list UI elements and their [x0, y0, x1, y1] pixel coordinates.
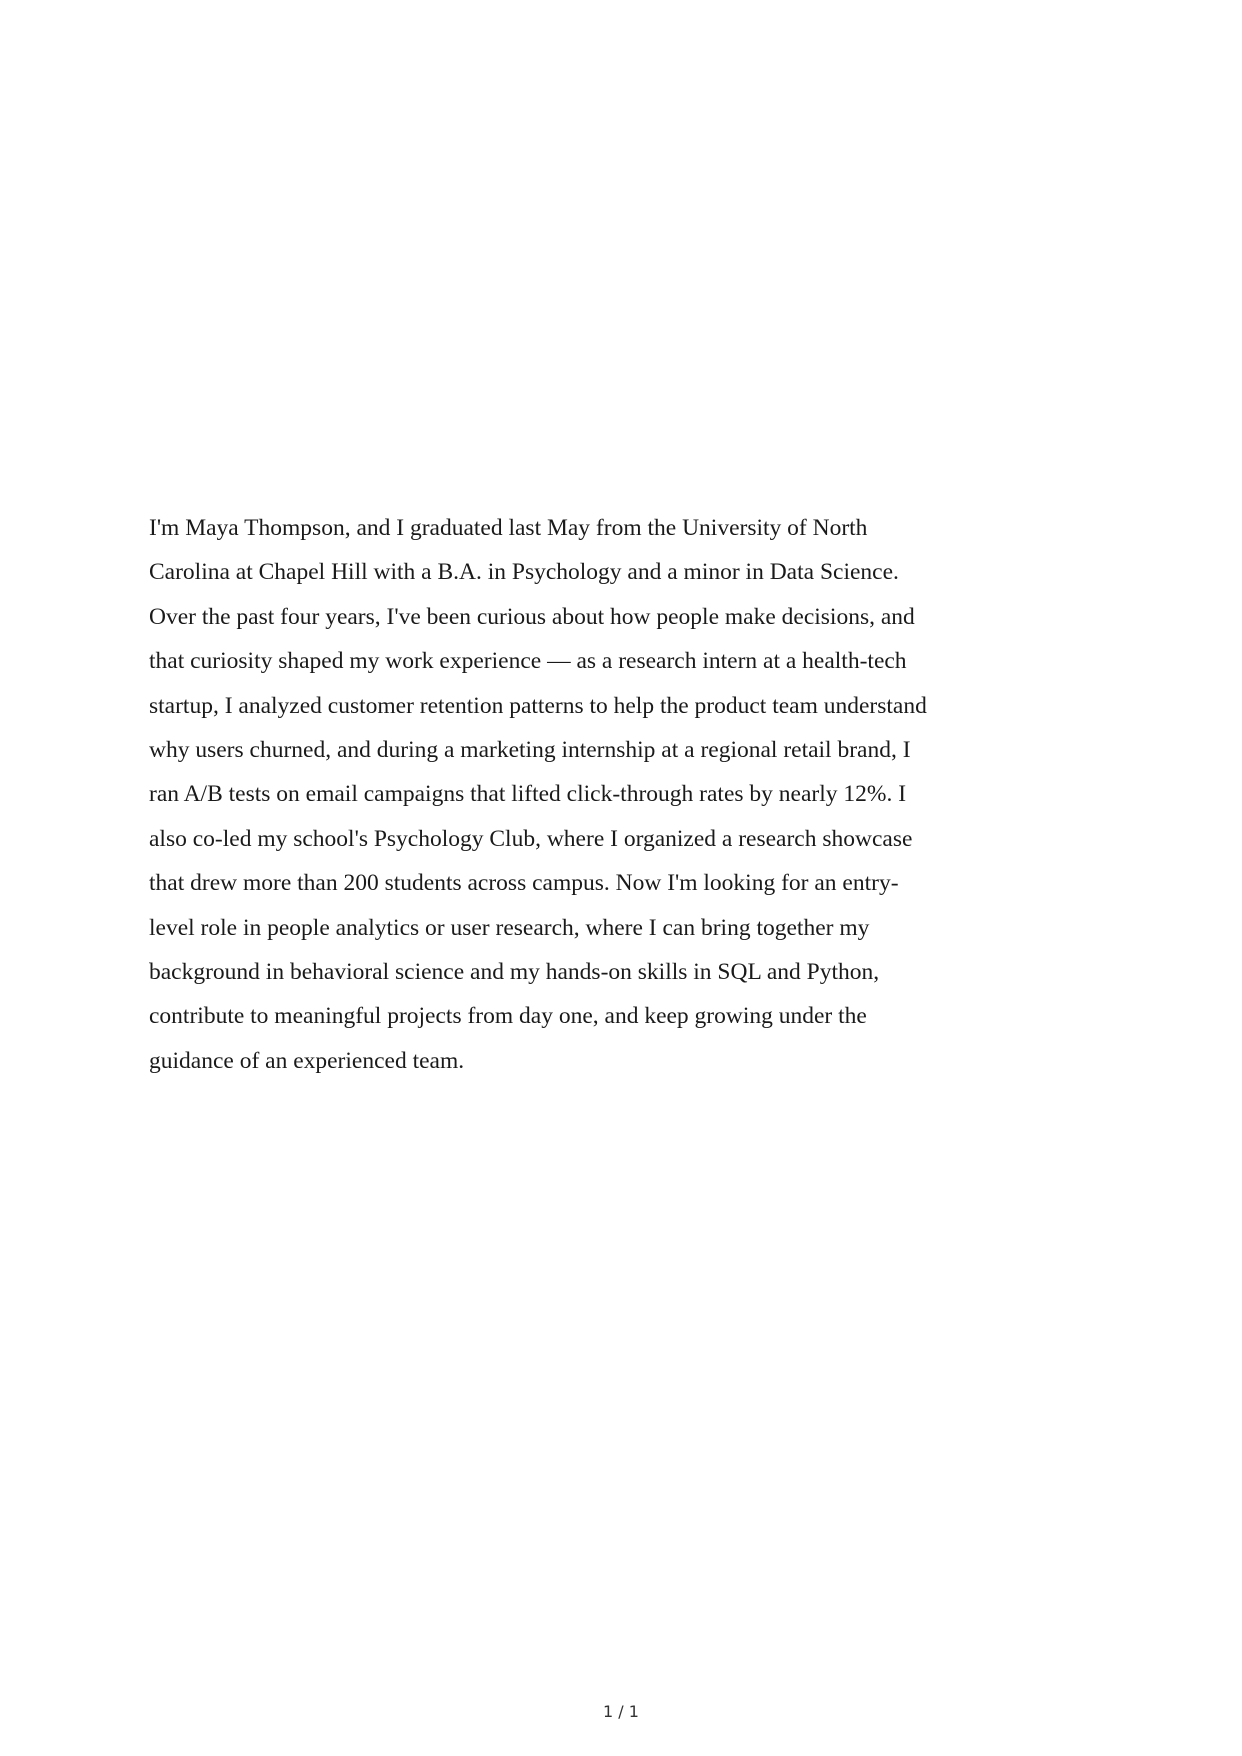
paragraph-line: that curiosity shaped my work experience — as a research intern at a health-tech [149, 648, 907, 675]
body-paragraph [149, 506, 979, 1083]
paragraph-line: contribute to meaningful projects from day one, and keep growing under the [149, 1003, 867, 1030]
paragraph-line: background in behavioral science and my hands-on skills in SQL and Python, [149, 959, 880, 986]
paragraph-line: why users churned, and during a marketing internship at a regional retail brand, I [149, 737, 911, 764]
paragraph-line: guidance of an experienced team. [149, 1047, 465, 1074]
paragraph-line: Carolina at Chapel Hill with a B.A. in Psychology and a minor in Data Science. [149, 559, 899, 586]
paragraph-line: Over the past four years, I've been curious about how people make decisions, and [149, 603, 915, 630]
paragraph-line: startup, I analyzed customer retention patterns to help the product team understand [149, 692, 927, 719]
paragraph-line: also co-led my school's Psychology Club, where I organized a research showcase [149, 825, 913, 852]
paragraph-line: I'm Maya Thompson, and I graduated last May from the University of North [149, 515, 868, 541]
page-number: 1 / 1 [603, 1702, 639, 1721]
paragraph-line: ran A/B tests on email campaigns that lifted click-through rates by nearly 12%. I [149, 781, 907, 808]
paragraph-line: level role in people analytics or user research, where I can bring together my [149, 914, 870, 941]
paragraph-line: that drew more than 200 students across campus. Now I'm looking for an entry- [149, 870, 899, 897]
